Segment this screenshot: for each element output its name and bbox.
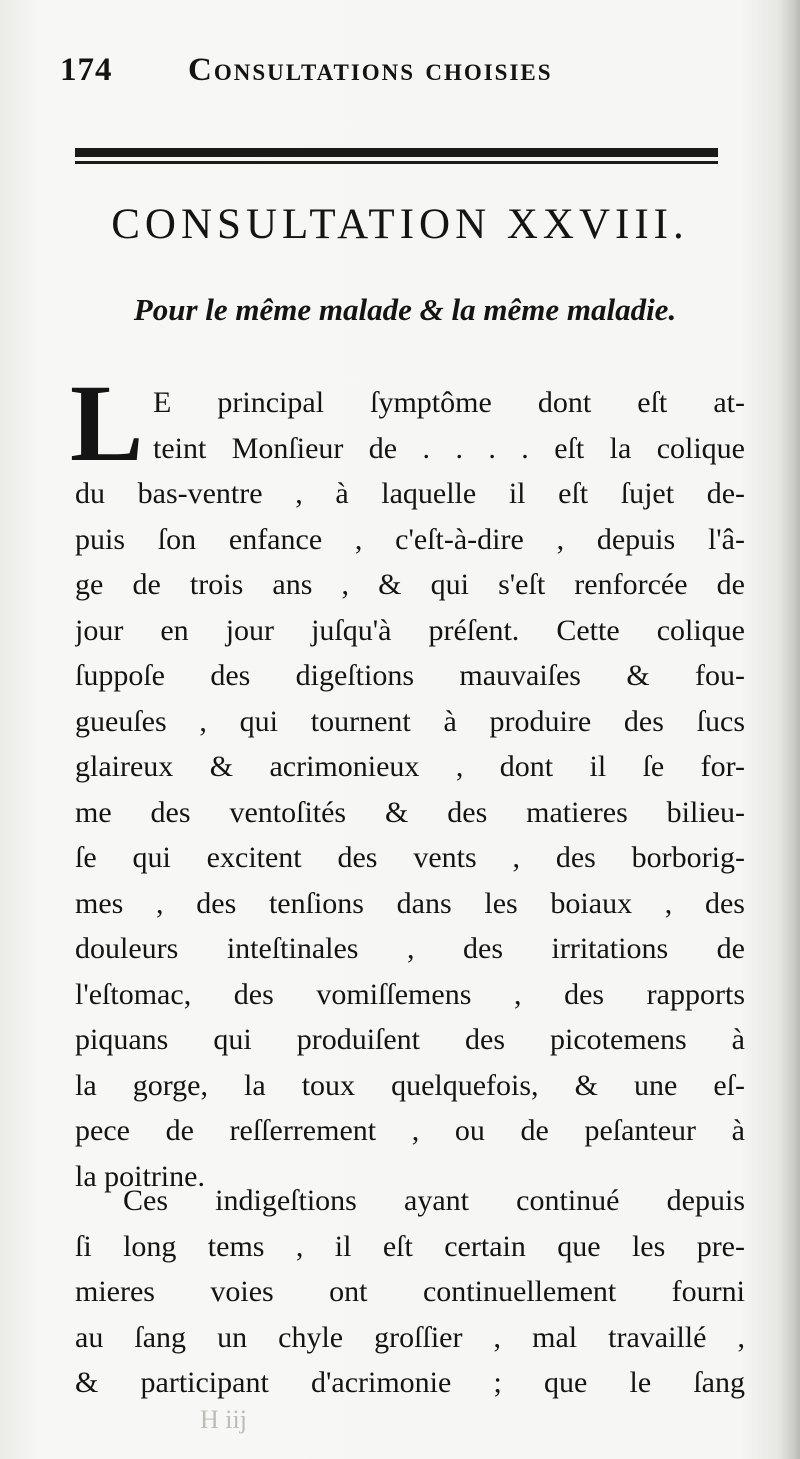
text-line: la poitrine. bbox=[75, 1159, 205, 1193]
drop-cap: L bbox=[70, 362, 144, 484]
text-line: au ſang un chyle groſſier , mal travaillé , bbox=[75, 1320, 745, 1354]
text-line: Ces indigeſtions ayant continué depuis bbox=[123, 1184, 745, 1217]
text-line: teint Monſieur de . . . . eſt la colique bbox=[153, 431, 745, 465]
running-title: Consultations choisies bbox=[188, 52, 553, 88]
text-line: la gorge, la toux quelquefois, & une eſ- bbox=[75, 1068, 745, 1102]
text-line: & participant d'acrimonie ; que le ſang bbox=[75, 1366, 745, 1399]
text-line: gueuſes , qui tournent à produire des ſucs bbox=[75, 704, 745, 738]
paragraph-1 bbox=[75, 380, 745, 1199]
text-line: puis ſon enfance , c'eſt-à-dire , depuis l'â- bbox=[75, 522, 745, 556]
running-head bbox=[60, 52, 720, 102]
paragraph-2 bbox=[75, 1178, 745, 1406]
text-line: douleurs inteſtinales , des irritations de bbox=[75, 932, 745, 965]
text-line: ſi long tems , il eſt certain que les pre- bbox=[75, 1229, 745, 1263]
text-line: mieres voies ont continuellement fourni bbox=[75, 1275, 745, 1308]
text-line: ſuppoſe des digeſtions mauvaiſes & fou- bbox=[75, 659, 745, 692]
text-line: E principal ſymptôme dont eſt at- bbox=[153, 386, 745, 419]
text-line: mes , des tenſions dans les boiaux , des bbox=[75, 886, 745, 920]
text-line: pece de reſſerrement , ou de peſanteur à bbox=[75, 1114, 745, 1147]
thick-rule bbox=[75, 148, 718, 157]
double-rule-divider bbox=[75, 148, 718, 168]
text-line: piquans qui produiſent des picotemens à bbox=[75, 1023, 745, 1056]
text-line: glaireux & acrimonieux , dont il ſe for- bbox=[75, 750, 745, 783]
thin-rule bbox=[75, 161, 718, 164]
signature-mark: H iij bbox=[200, 1405, 247, 1434]
text-line: l'eſtomac, des vomiſſemens , des rapports bbox=[75, 977, 745, 1011]
chapter-heading: CONSULTATION XXVIII. bbox=[111, 201, 689, 248]
page-number: 174 bbox=[60, 52, 113, 88]
text-line: ge de trois ans , & qui s'eſt renforcée de bbox=[75, 568, 745, 601]
text-line: du bas-ventre , à laquelle il eſt ſujet de- bbox=[75, 477, 745, 510]
text-line: ſe qui excitent des vents , des borborig- bbox=[75, 841, 745, 874]
text-line: jour en jour juſqu'à préſent. Cette colique bbox=[75, 613, 745, 647]
text-line: me des ventoſités & des matieres bilieu- bbox=[75, 795, 745, 829]
chapter-subheading: Pour le même malade & la même maladie. bbox=[133, 292, 677, 327]
